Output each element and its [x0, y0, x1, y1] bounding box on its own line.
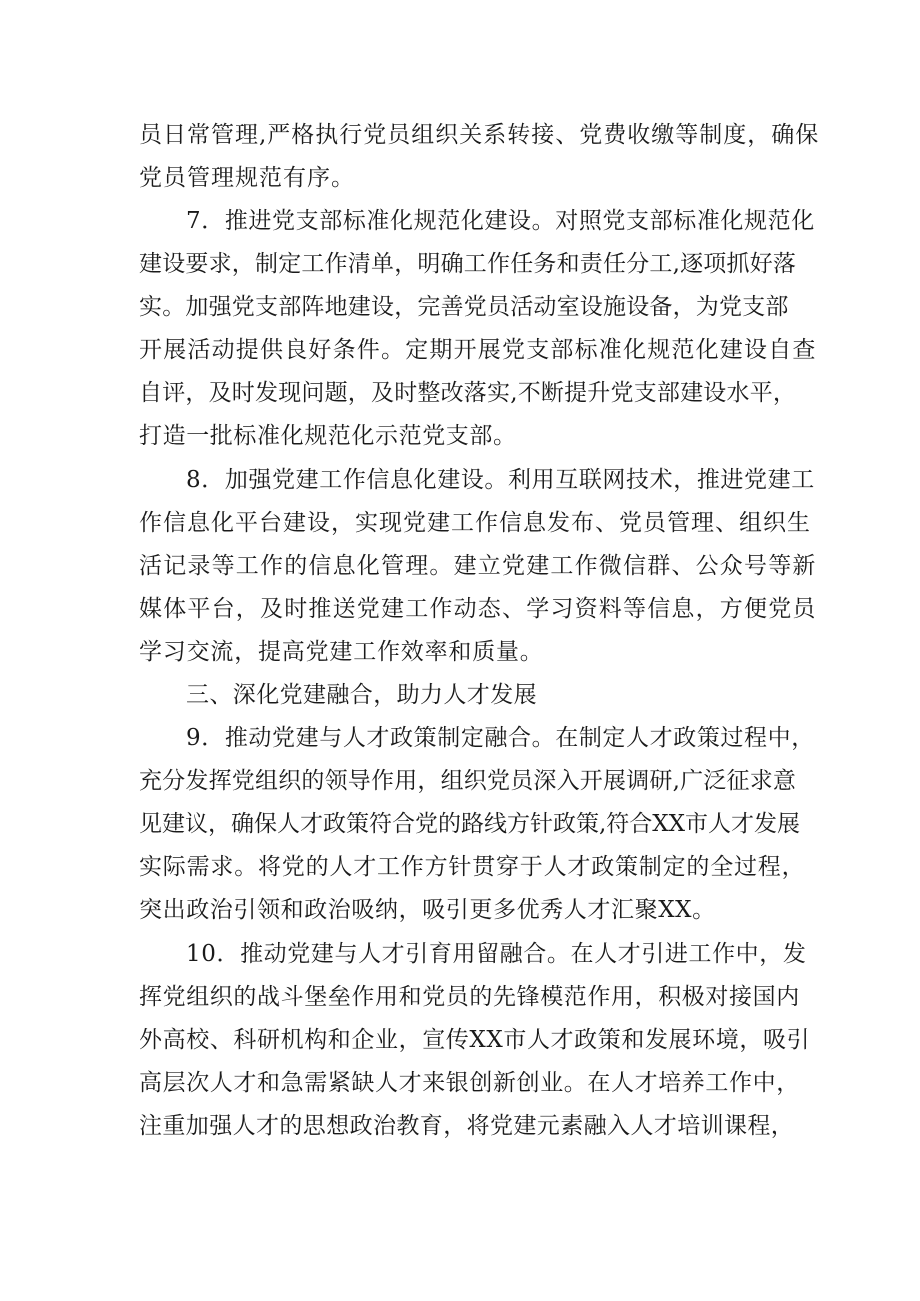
line-text: 高层次人才和急需紧缺人才来银创新创业。在人才培养工作中， [139, 1070, 800, 1096]
line-text: 见建议，确保人才政策符合党的路线方针政策,符合XX市人才发展 [139, 811, 801, 837]
line-text: 作信息化平台建设，实现党建工作信息发布、党员管理、组织生 [139, 510, 811, 536]
line-text: 员日常管理,严格执行党员组织关系转接、党费收缴等制度，确保 [139, 122, 820, 148]
line-text: 媒体平台，及时推送党建工作动态、学习资料等信息，方便党员 [139, 596, 817, 622]
line-text: 活记录等工作的信息化管理。建立党建工作微信群、公众号等新 [139, 553, 817, 579]
line-text: 实际需求。将党的人才工作方针贯穿于人才政策制定的全过程， [139, 854, 806, 880]
line-text: 突出政治引领和政治吸纳，吸引更多优秀人才汇聚XX。 [139, 897, 716, 923]
line-text: 实。加强党支部阵地建设，完善党员活动室设施设备，为党支部 [139, 294, 789, 320]
line-text: 建设要求，制定工作清单，明确工作任务和责任分工,逐项抓好落 [139, 251, 797, 277]
line-text: 注重加强人才的思想政治教育，将党建元素融入人才培训课程， [139, 1113, 795, 1139]
line-text: 9．推动党建与人才政策制定融合。在制定人才政策过程中， [186, 725, 815, 751]
line-text: 充分发挥党组织的领导作用，组织党员深入开展调研,广泛征求意 [139, 768, 797, 794]
heading-text: 三、深化党建融合，助力人才发展 [186, 682, 537, 708]
line-text: 外高校、科研机构和企业，宣传XX市人才政策和发展环境，吸引 [139, 1027, 811, 1053]
line-text: 挥党组织的战斗堡垒作用和党员的先锋模范作用，积极对接国内 [139, 984, 800, 1010]
line-text: 10．推动党建与人才引育用留融合。在人才引进工作中，发 [186, 941, 807, 967]
line-text: 打造一批标准化规范化示范党支部。 [139, 423, 517, 449]
line-text: 开展活动提供良好条件。定期开展党支部标准化规范化建设自查 [139, 337, 817, 363]
line-text: 7．推进党支部标准化规范化建设。对照党支部标准化规范化 [186, 208, 815, 234]
line-text: 8．加强党建工作信息化建设。利用互联网技术，推进党建工 [186, 467, 815, 493]
line-text: 党员管理规范有序。 [139, 165, 355, 191]
line-text: 学习交流，提高党建工作效率和质量。 [139, 639, 544, 665]
line-text: 自评，及时发现问题，及时整改落实,不断提升党支部建设水平， [139, 380, 797, 406]
